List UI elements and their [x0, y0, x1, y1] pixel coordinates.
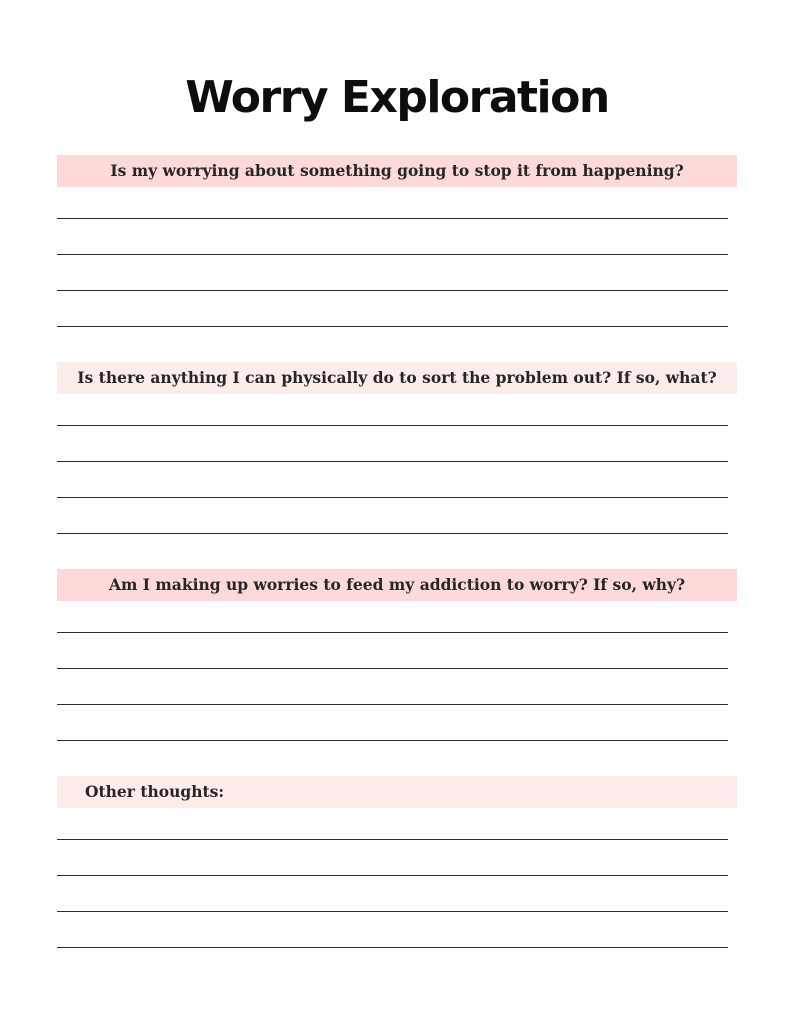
question-section-3 — [57, 569, 737, 741]
question-2-label: Is there anything I can physically do to sort the problem out? If so, what? — [57, 362, 737, 394]
writing-line-3-1[interactable] — [57, 632, 728, 633]
writing-line-1-4[interactable] — [57, 326, 728, 327]
other-thoughts-section — [57, 776, 737, 948]
writing-line-2-2[interactable] — [57, 461, 728, 462]
writing-line-4-2[interactable] — [57, 875, 728, 876]
writing-line-3-2[interactable] — [57, 668, 728, 669]
writing-line-4-3[interactable] — [57, 911, 728, 912]
question-3-label: Am I making up worries to feed my addiction to worry? If so, why? — [57, 569, 737, 601]
writing-line-4-1[interactable] — [57, 839, 728, 840]
page-title: Worry Exploration — [185, 72, 609, 123]
question-1-label: Is my worrying about something going to stop it from happening? — [57, 155, 737, 187]
writing-line-3-4[interactable] — [57, 740, 728, 741]
question-section-1 — [57, 155, 737, 327]
other-thoughts-label: Other thoughts: — [57, 776, 737, 808]
writing-line-2-3[interactable] — [57, 497, 728, 498]
writing-line-4-4[interactable] — [57, 947, 728, 948]
writing-line-1-2[interactable] — [57, 254, 728, 255]
writing-line-3-3[interactable] — [57, 704, 728, 705]
writing-line-1-3[interactable] — [57, 290, 728, 291]
writing-line-2-1[interactable] — [57, 425, 728, 426]
writing-line-2-4[interactable] — [57, 533, 728, 534]
question-section-2 — [57, 362, 737, 534]
writing-line-1-1[interactable] — [57, 218, 728, 219]
